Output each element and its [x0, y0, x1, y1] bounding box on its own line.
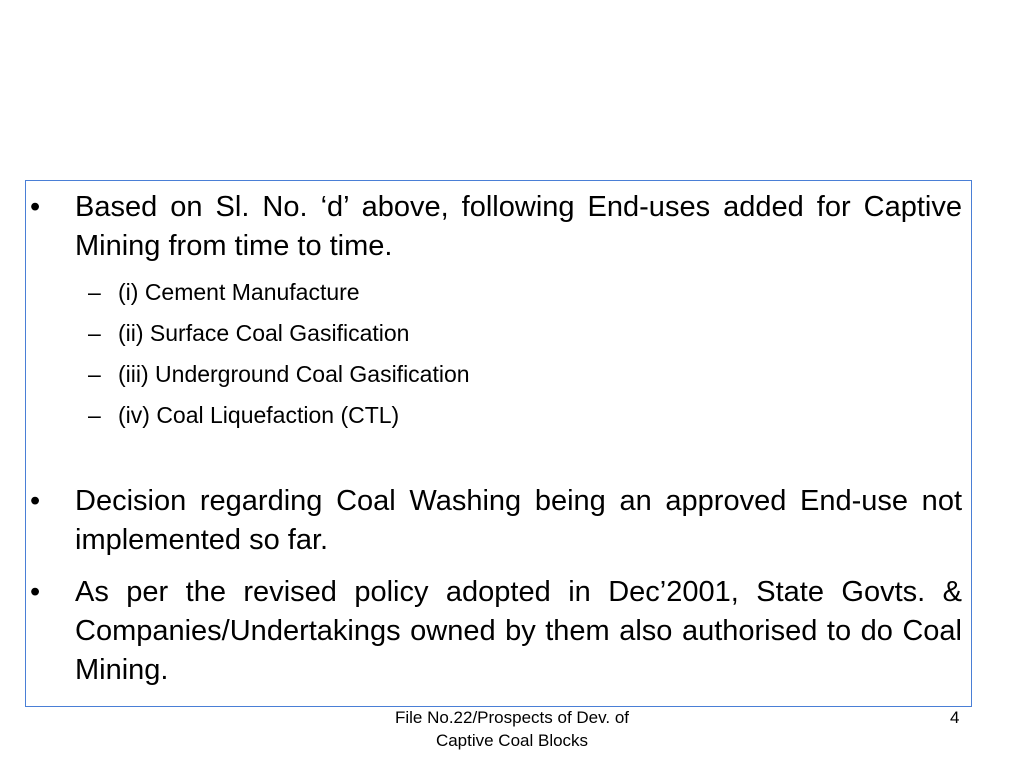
- sub-item-3: [88, 359, 470, 389]
- sub-item-label: (i) Cement Manufacture: [118, 279, 360, 305]
- bullet-symbol: •: [30, 576, 41, 608]
- dash-symbol: –: [88, 320, 101, 346]
- bullet-text-1: Based on Sl. No. ‘d’ above, following End-uses added for Captive Mining from time to time.: [75, 191, 962, 262]
- page-number: 4: [950, 708, 960, 727]
- dash-symbol: –: [88, 402, 101, 428]
- footer-line-1: File No.22/Prospects of Dev. of: [394, 708, 629, 727]
- sub-item-4: [88, 400, 399, 430]
- bullet-text-2: Decision regarding Coal Washing being an approved End-use not implemented so far.: [75, 485, 962, 556]
- footer-caption: [362, 706, 662, 752]
- bullet-text-3: As per the revised policy adopted in Dec’2001, State Govts. & Companies/Undertakings owned by them also authorised to do Coal Mining.: [75, 576, 962, 686]
- footer-line-2: Captive Coal Blocks: [435, 731, 589, 750]
- sub-item-label: (iii) Underground Coal Gasification: [118, 361, 470, 387]
- sub-item-label: (ii) Surface Coal Gasification: [118, 320, 410, 346]
- dash-symbol: –: [88, 361, 101, 387]
- sub-item-1: [88, 277, 360, 307]
- dash-symbol: –: [88, 279, 101, 305]
- sub-item-label: (iv) Coal Liquefaction (CTL): [118, 402, 400, 428]
- sub-item-2: [88, 318, 409, 348]
- bullet-symbol: •: [30, 485, 41, 517]
- bullet-symbol: •: [30, 191, 41, 223]
